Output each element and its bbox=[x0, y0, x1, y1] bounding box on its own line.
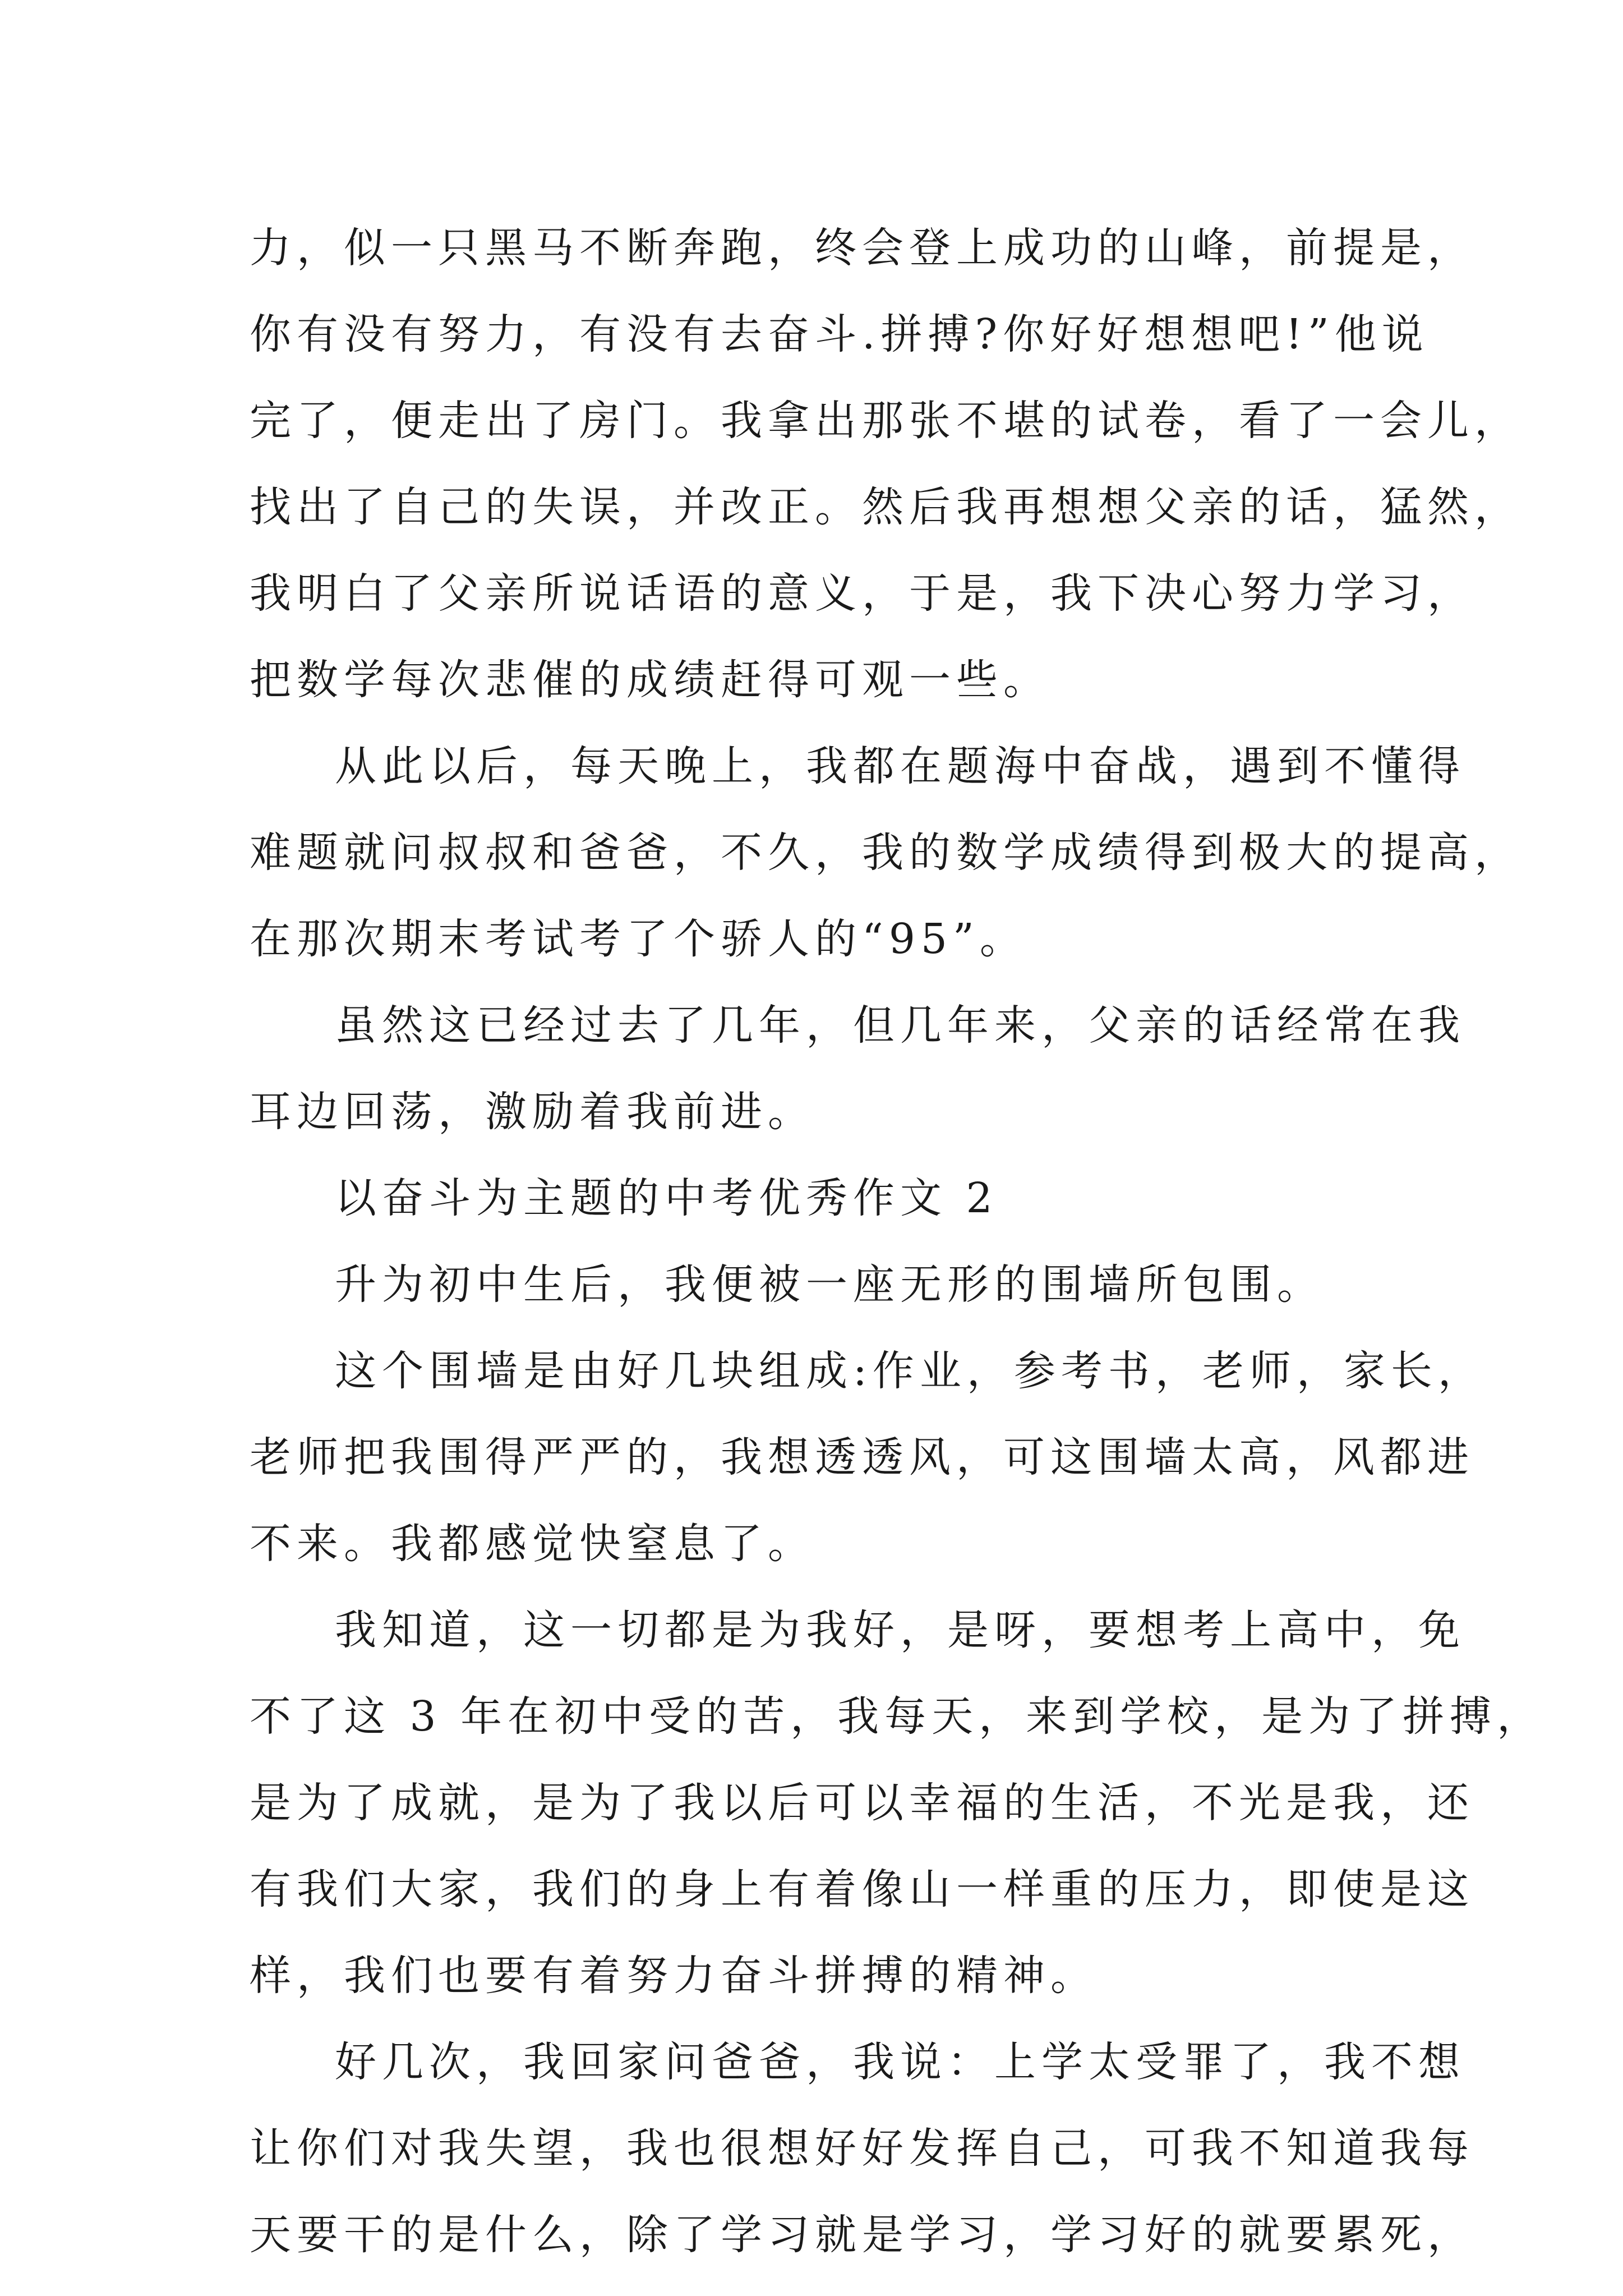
text-line: 样，我们也要有着努力奋斗拼搏的精神。 bbox=[250, 1952, 1098, 2000]
text-line: 升为初中生后，我便被一座无形的围墙所包围。 bbox=[335, 1260, 1324, 1309]
essay-body bbox=[250, 205, 1544, 2278]
text-line: 力，似一只黑马不断奔跑，终会登上成功的山峰，前提是， bbox=[250, 224, 1474, 272]
text-line: 难题就问叔叔和爸爸，不久，我的数学成绩得到极大的提高， bbox=[250, 829, 1521, 877]
text-line: 我知道，这一切都是为我好，是呀，要想考上高中，免 bbox=[335, 1606, 1465, 1654]
text-line: 耳边回荡，激励着我前进。 bbox=[250, 1088, 815, 1136]
text-line: 不了这 3 年在初中受的苦，我每天，来到学校，是为了拼搏， bbox=[250, 1692, 1544, 1741]
text-line: 有我们大家，我们的身上有着像山一样重的压力，即使是这 bbox=[250, 1865, 1474, 1913]
text-line: 好几次，我回家问爸爸，我说：上学太受罪了，我不想 bbox=[335, 2038, 1465, 2086]
text-line: 完了，便走出了房门。我拿出那张不堪的试卷，看了一会儿， bbox=[250, 397, 1521, 445]
section-heading: 以奋斗为主题的中考优秀作文 2 bbox=[335, 1174, 998, 1222]
text-line: 虽然这已经过去了几年，但几年来，父亲的话经常在我 bbox=[335, 1001, 1465, 1050]
text-line: 把数学每次悲催的成绩赶得可观一些。 bbox=[250, 656, 1050, 704]
text-line: 是为了成就，是为了我以后可以幸福的生活，不光是我，还 bbox=[250, 1779, 1474, 1827]
text-line: 从此以后，每天晚上，我都在题海中奋战，遇到不懂得 bbox=[335, 742, 1465, 790]
text-line: 不来。我都感觉快窒息了。 bbox=[250, 1520, 815, 1568]
text-line: 让你们对我失望，我也很想好好发挥自己，可我不知道我每 bbox=[250, 2124, 1474, 2173]
text-line: 在那次期末考试考了个骄人的“95”。 bbox=[250, 915, 1027, 963]
text-line: 老师把我围得严严的，我想透透风，可这围墙太高，风都进 bbox=[250, 1433, 1474, 1481]
text-line: 找出了自己的失误，并改正。然后我再想想父亲的话，猛然， bbox=[250, 483, 1521, 531]
text-line: 你有没有努力，有没有去奋斗.拼搏?你好好想想吧!”他说 bbox=[250, 310, 1429, 358]
text-line: 天要干的是什么，除了学习就是学习，学习好的就要累死， bbox=[250, 2211, 1474, 2259]
text-line: 这个围墙是由好几块组成:作业，参考书，老师，家长， bbox=[335, 1347, 1485, 1395]
text-line: 我明白了父亲所说话语的意义，于是，我下决心努力学习， bbox=[250, 569, 1474, 618]
